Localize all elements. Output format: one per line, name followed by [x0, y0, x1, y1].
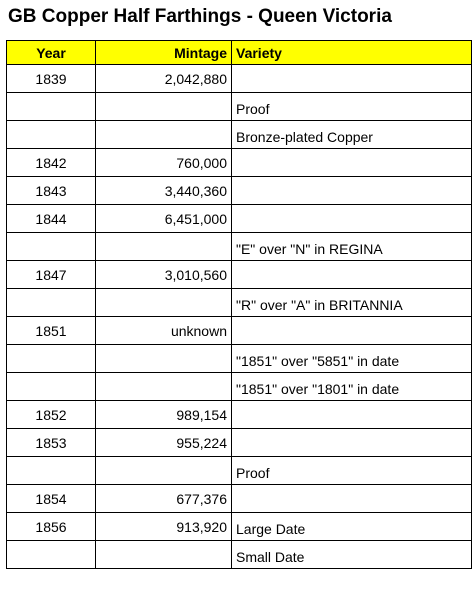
header-year: Year: [7, 41, 96, 65]
cell-year: [7, 373, 96, 401]
cell-variety: "1851" over "5851" in date: [232, 345, 472, 373]
header-mintage: Mintage: [96, 41, 232, 65]
cell-year: [7, 93, 96, 121]
cell-mintage: [96, 233, 232, 261]
cell-mintage: [96, 457, 232, 485]
table-row: [7, 541, 472, 569]
cell-variety: Bronze-plated Copper: [232, 121, 472, 149]
cell-year: [7, 457, 96, 485]
cell-variety: "R" over "A" in BRITANNIA: [232, 289, 472, 317]
cell-variety: [232, 205, 472, 233]
cell-variety: [232, 485, 472, 513]
cell-year: 1844: [7, 205, 96, 233]
table-header: [7, 41, 472, 65]
table-row: [7, 289, 472, 317]
cell-year: 1839: [7, 65, 96, 93]
cell-mintage: 2,042,880: [96, 65, 232, 93]
cell-variety: [232, 177, 472, 205]
header-row: [7, 41, 472, 65]
cell-mintage: [96, 93, 232, 121]
cell-year: [7, 345, 96, 373]
table-row: [7, 177, 472, 205]
cell-mintage: unknown: [96, 317, 232, 345]
table-row: [7, 205, 472, 233]
cell-year: 1853: [7, 429, 96, 457]
table-row: [7, 485, 472, 513]
table-body: [7, 65, 472, 569]
cell-variety: [232, 317, 472, 345]
cell-variety: [232, 429, 472, 457]
cell-mintage: 3,440,360: [96, 177, 232, 205]
cell-year: [7, 541, 96, 569]
header-variety: Variety: [232, 41, 472, 65]
cell-mintage: [96, 345, 232, 373]
cell-year: 1854: [7, 485, 96, 513]
cell-year: 1852: [7, 401, 96, 429]
cell-variety: [232, 261, 472, 289]
cell-year: 1842: [7, 149, 96, 177]
cell-year: 1851: [7, 317, 96, 345]
table-row: [7, 317, 472, 345]
cell-mintage: 913,920: [96, 513, 232, 541]
cell-variety: "1851" over "1801" in date: [232, 373, 472, 401]
cell-mintage: [96, 373, 232, 401]
cell-year: 1847: [7, 261, 96, 289]
cell-variety: Small Date: [232, 541, 472, 569]
cell-variety: Proof: [232, 93, 472, 121]
cell-year: 1843: [7, 177, 96, 205]
cell-variety: Proof: [232, 457, 472, 485]
cell-mintage: 955,224: [96, 429, 232, 457]
cell-mintage: 3,010,560: [96, 261, 232, 289]
table-row: [7, 65, 472, 93]
cell-year: [7, 233, 96, 261]
table-row: [7, 261, 472, 289]
cell-year: [7, 121, 96, 149]
table-row: [7, 401, 472, 429]
cell-variety: Large Date: [232, 513, 472, 541]
cell-variety: [232, 401, 472, 429]
cell-mintage: [96, 289, 232, 317]
table-row: [7, 373, 472, 401]
cell-year: 1856: [7, 513, 96, 541]
cell-mintage: 6,451,000: [96, 205, 232, 233]
cell-variety: [232, 65, 472, 93]
cell-mintage: 677,376: [96, 485, 232, 513]
cell-year: [7, 289, 96, 317]
cell-variety: [232, 149, 472, 177]
table-row: [7, 345, 472, 373]
table-row: [7, 457, 472, 485]
table-row: [7, 93, 472, 121]
cell-mintage: 760,000: [96, 149, 232, 177]
cell-mintage: [96, 541, 232, 569]
cell-variety: "E" over "N" in REGINA: [232, 233, 472, 261]
cell-mintage: 989,154: [96, 401, 232, 429]
table-row: [7, 233, 472, 261]
mintage-table: [6, 40, 472, 569]
table-row: [7, 429, 472, 457]
table-row: [7, 121, 472, 149]
cell-mintage: [96, 121, 232, 149]
table-row: [7, 149, 472, 177]
table-row: [7, 513, 472, 541]
page-title: GB Copper Half Farthings - Queen Victoria: [8, 6, 392, 27]
